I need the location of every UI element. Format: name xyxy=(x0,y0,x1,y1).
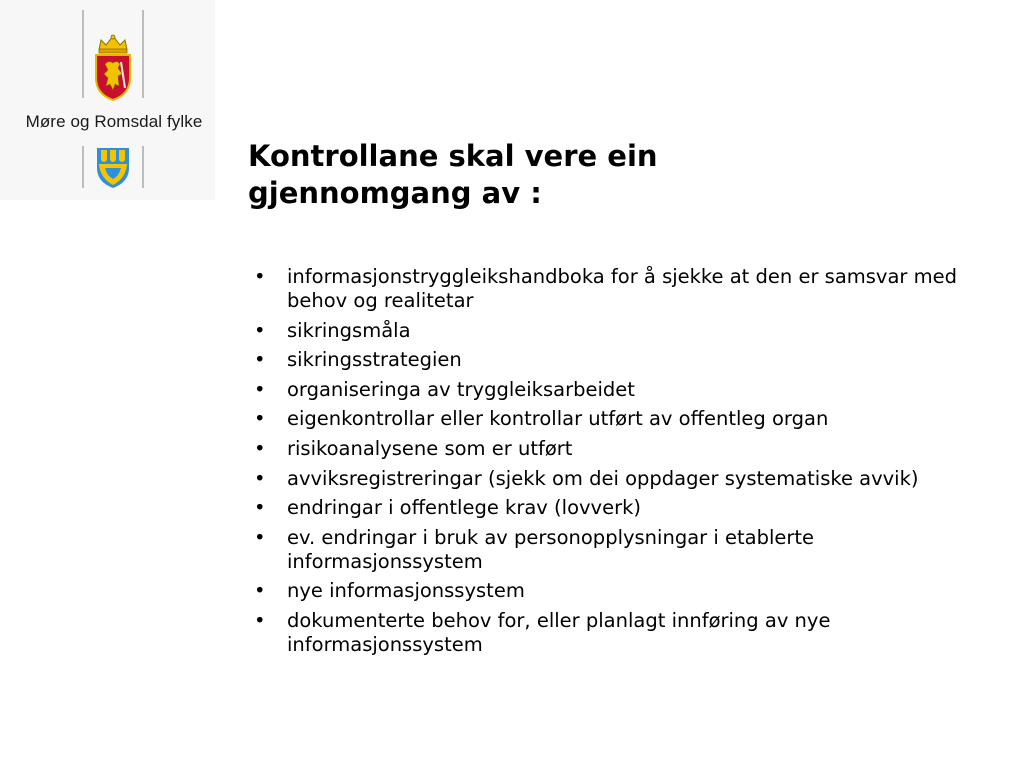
bullet-icon: • xyxy=(254,407,266,431)
bullet-icon: • xyxy=(254,377,266,401)
logo-divider-right-top xyxy=(142,10,144,98)
bullet-item xyxy=(254,437,974,461)
bullet-text: ev. endringar i bruk av personopplysningar i etablerte informasjonssystem xyxy=(287,525,815,573)
bullet-text: dokumenterte behov for, eller planlagt innføring av nye informasjonssystem xyxy=(287,608,831,656)
slide-title-line-1: Kontrollane skal vere ein xyxy=(248,139,658,173)
bullet-item xyxy=(254,579,974,603)
bullet-text: eigenkontrollar eller kontrollar utført av offentleg organ xyxy=(287,407,829,431)
bullet-text: sikringsmåla xyxy=(287,318,411,342)
bullet-icon: • xyxy=(254,525,266,549)
bullet-item xyxy=(254,348,974,372)
bullet-text: nye informasjonssystem xyxy=(287,579,525,603)
bullet-icon: • xyxy=(254,348,266,372)
bullet-text: sikringsstrategien xyxy=(287,348,462,372)
logo-divider-right-bottom xyxy=(142,146,144,188)
bullet-icon: • xyxy=(254,318,266,342)
bullet-icon: • xyxy=(254,608,266,632)
bullet-icon: • xyxy=(254,466,266,490)
county-logo xyxy=(0,0,215,200)
bullet-text: organiseringa av tryggleiksarbeidet xyxy=(287,377,635,401)
bullet-item xyxy=(254,496,974,520)
county-name: Møre og Romsdal fylke xyxy=(25,112,203,131)
slide-title xyxy=(248,138,768,212)
bullet-item xyxy=(254,609,974,657)
bullet-item xyxy=(254,378,974,402)
bullet-item xyxy=(254,319,974,343)
bullet-icon: • xyxy=(254,579,266,603)
bullet-icon: • xyxy=(254,265,266,288)
bullet-item xyxy=(254,526,974,574)
more-og-romsdal-coat-of-arms-icon xyxy=(95,146,131,190)
bullet-icon: • xyxy=(254,436,266,460)
logo-divider-left-bottom xyxy=(82,146,84,188)
bullet-item xyxy=(254,265,974,313)
bullet-item xyxy=(254,467,974,491)
logo-divider-left-top xyxy=(82,10,84,98)
bullet-list xyxy=(254,265,974,663)
bullet-text: avviksregistreringar (sjekk om dei oppdager systematiske avvik) xyxy=(287,466,919,490)
bullet-text: risikoanalysene som er utført xyxy=(287,436,573,460)
bullet-text: informasjonstryggleikshandboka for å sjekke at den er samsvar med behov og realitetar xyxy=(287,265,958,312)
norwegian-coat-of-arms-icon xyxy=(91,34,135,102)
bullet-icon: • xyxy=(254,496,266,520)
bullet-text: endringar i offentlege krav (lovverk) xyxy=(287,496,641,520)
bullet-item xyxy=(254,407,974,431)
slide-title-line-2: gjennomgang av : xyxy=(248,176,542,210)
